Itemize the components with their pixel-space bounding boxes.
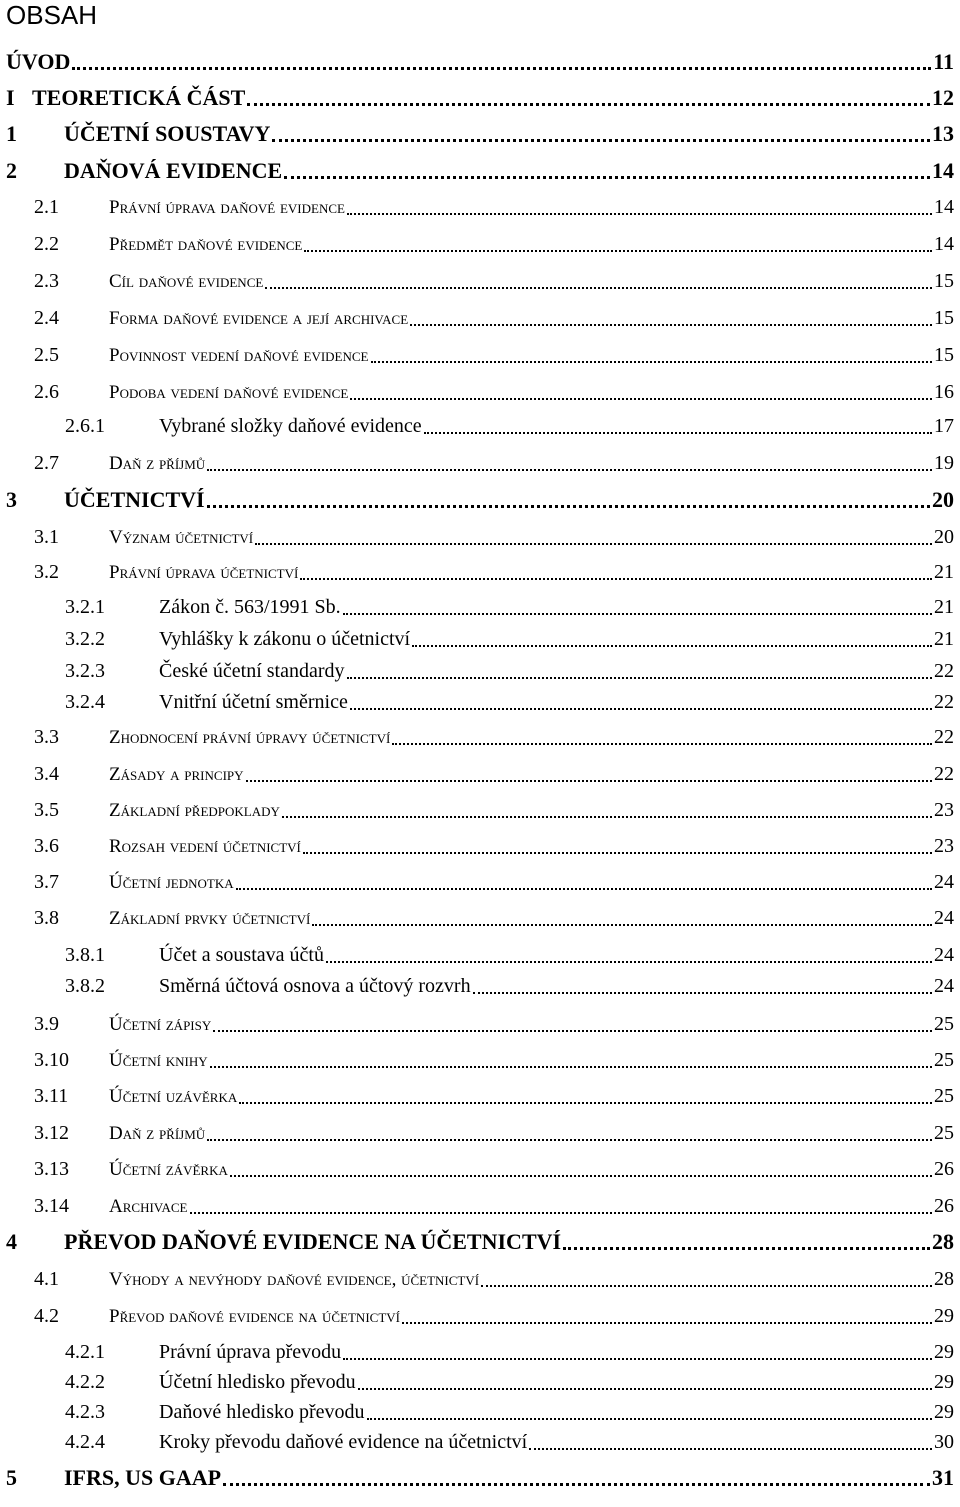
toc-entry-title: Rozsah vedení účetnictví [109, 836, 301, 857]
toc-entry-page-number: 23 [934, 799, 954, 821]
toc-entry-page-number: 11 [933, 49, 954, 74]
toc-entry-number: 3.8.1 [65, 944, 105, 966]
toc-entry-page-number: 25 [934, 1122, 954, 1144]
toc-entry-number: 3.3 [34, 726, 59, 748]
toc-entry-number: 3.5 [34, 799, 59, 821]
toc-entry[interactable] [34, 1045, 954, 1075]
page-title: OBSAH [6, 0, 98, 30]
toc-entry-number: 4.1 [34, 1268, 59, 1290]
toc-entry[interactable] [34, 557, 954, 587]
toc-entry-title: PŘEVOD DAŇOVÉ EVIDENCE NA ÚČETNICTVÍ [64, 1229, 562, 1254]
toc-entry-number: 3.7 [34, 871, 59, 893]
toc-entry-title: Základní předpoklady [109, 800, 280, 821]
toc-entry-title: DAŇOVÁ EVIDENCE [64, 158, 283, 183]
toc-entry-number: 3.14 [34, 1195, 69, 1217]
toc-dot-leader [300, 557, 932, 587]
toc-entry-page-number: 25 [934, 1013, 954, 1035]
toc-dot-leader [312, 903, 932, 933]
toc-entry-page-number: 22 [934, 726, 954, 748]
toc-entry[interactable] [65, 624, 954, 654]
toc-entry-page-number: 24 [934, 975, 954, 997]
toc-entry-title: Účetní jednotka [109, 872, 234, 893]
toc-entry-page-number: 24 [934, 944, 954, 966]
toc-entry[interactable] [34, 831, 954, 861]
toc-entry-page-number: 14 [934, 233, 954, 255]
toc-entry-number: 4.2.3 [65, 1401, 105, 1423]
toc-entry[interactable] [34, 759, 954, 789]
toc-entry-number: 2.7 [34, 452, 59, 474]
toc-entry-page-number: 29 [934, 1305, 954, 1327]
toc-entry-page-number: 16 [934, 381, 954, 403]
toc-entry-page-number: 15 [934, 307, 954, 329]
toc-dot-leader [223, 1463, 930, 1493]
toc-dot-leader [563, 1227, 930, 1257]
toc-entry-number: 3.2.1 [65, 596, 105, 618]
toc-entry-page-number: 22 [934, 763, 954, 785]
toc-entry-number: 3.10 [34, 1049, 69, 1071]
toc-entry-number: 4 [6, 1229, 17, 1254]
toc-dot-leader [246, 759, 932, 789]
toc-entry-page-number: 31 [932, 1465, 954, 1490]
toc-entry-title: České účetní standardy [159, 660, 345, 682]
toc-entry[interactable] [34, 903, 954, 933]
toc-entry-number: 2 [6, 158, 17, 183]
toc-entry-number: 3.2.2 [65, 628, 105, 650]
toc-dot-leader [343, 592, 932, 622]
toc-dot-leader [247, 83, 930, 113]
toc-entry-title: Účetní zápisy [109, 1014, 212, 1035]
toc-entry[interactable] [34, 1081, 954, 1111]
toc-entry-title: Účetní hledisko převodu [159, 1371, 356, 1393]
toc-dot-leader [326, 940, 932, 970]
toc-entry-title: Forma daňové evidence a její archivace [109, 308, 409, 329]
toc-entry-page-number: 21 [934, 561, 954, 583]
toc-entry-title: Výhody a nevýhody daňové evidence, účetnictví [109, 1269, 480, 1290]
toc-entry[interactable] [65, 1367, 954, 1397]
toc-entry-number: 2.5 [34, 344, 59, 366]
toc-dot-leader [230, 1154, 932, 1184]
toc-entry-number: 1 [6, 121, 17, 146]
toc-entry-title: Zákon č. 563/1991 Sb. [159, 596, 341, 618]
toc-entry-page-number: 28 [934, 1268, 954, 1290]
toc-entry-page-number: 20 [934, 526, 954, 548]
toc-entry[interactable] [65, 656, 954, 686]
toc-entry[interactable] [6, 119, 954, 149]
toc-entry[interactable] [65, 971, 954, 1001]
toc-entry-page-number: 14 [932, 158, 954, 183]
toc-dot-leader [481, 1264, 932, 1294]
toc-entry[interactable] [34, 1301, 954, 1331]
toc-entry[interactable] [34, 266, 954, 296]
toc-entry-number: 3.8.2 [65, 975, 105, 997]
toc-entry-title: Předmět daňové evidence [109, 234, 303, 255]
toc-entry-title: Právní úprava daňové evidence [109, 197, 345, 218]
toc-entry-page-number: 15 [934, 344, 954, 366]
toc-entry-number: 3.8 [34, 907, 59, 929]
toc-dot-leader [272, 119, 930, 149]
toc-entry-number: I [6, 85, 15, 110]
toc-entry-page-number: 29 [934, 1401, 954, 1423]
toc-entry-title: Zásady a principy [109, 764, 244, 785]
toc-entry-number: 3 [6, 487, 17, 512]
toc-entry-number: 3.12 [34, 1122, 69, 1144]
toc-entry[interactable] [34, 522, 954, 552]
toc-entry-title: TEORETICKÁ ČÁST [32, 85, 246, 110]
toc-entry-page-number: 28 [932, 1229, 954, 1254]
toc-entry-page-number: 20 [932, 487, 954, 512]
toc-dot-leader [239, 1081, 932, 1111]
toc-entry-number: 3.9 [34, 1013, 59, 1035]
toc-entry-number: 3.2.4 [65, 691, 105, 713]
toc-entry-page-number: 26 [934, 1195, 954, 1217]
toc-entry-page-number: 17 [934, 415, 954, 437]
toc-entry[interactable] [6, 47, 954, 77]
toc-entry-number: 3.1 [34, 526, 59, 548]
toc-dot-leader [72, 47, 931, 77]
toc-dot-leader [190, 1191, 933, 1221]
toc-entry-title: Základní prvky účetnictví [109, 908, 311, 929]
toc-entry-page-number: 14 [934, 196, 954, 218]
toc-entry[interactable] [34, 340, 954, 370]
toc-entry[interactable] [34, 377, 954, 407]
toc-dot-leader [265, 266, 932, 296]
toc-dot-leader [350, 687, 932, 717]
toc-entry[interactable] [6, 1463, 954, 1493]
toc-dot-leader [255, 522, 932, 552]
toc-entry[interactable] [34, 303, 954, 333]
toc-entry-number: 5 [6, 1465, 17, 1490]
toc-entry-title: Zhodnocení právní úpravy účetnictví [109, 727, 391, 748]
toc-entry-title: Účetní knihy [109, 1050, 208, 1071]
toc-entry[interactable] [65, 411, 954, 441]
toc-entry-title: IFRS, US GAAP [64, 1465, 222, 1490]
toc-entry-title: Vyhlášky k zákonu o účetnictví [159, 628, 411, 650]
toc-entry-page-number: 26 [934, 1158, 954, 1180]
toc-entry-title: Podoba vedení daňové evidence [109, 382, 349, 403]
toc-dot-leader [304, 229, 932, 259]
toc-dot-leader [347, 656, 933, 686]
toc-dot-leader [343, 1337, 932, 1367]
toc-entry[interactable] [34, 1264, 954, 1294]
toc-entry[interactable] [34, 1154, 954, 1184]
toc-entry[interactable] [34, 867, 954, 897]
toc-entry-number: 4.2.4 [65, 1431, 105, 1453]
toc-entry-page-number: 24 [934, 871, 954, 893]
toc-entry-page-number: 22 [934, 691, 954, 713]
toc-entry-page-number: 30 [934, 1431, 954, 1453]
toc-entry-title: Kroky převodu daňové evidence na účetnictví [159, 1431, 528, 1453]
toc-entry-number: 3.13 [34, 1158, 69, 1180]
toc-dot-leader [303, 831, 932, 861]
toc-entry-number: 2.2 [34, 233, 59, 255]
toc-entry-page-number: 24 [934, 907, 954, 929]
toc-entry[interactable] [6, 83, 954, 113]
toc-entry[interactable] [65, 592, 954, 622]
toc-entry-page-number: 29 [934, 1341, 954, 1363]
toc-entry-number: 3.6 [34, 835, 59, 857]
toc-entry[interactable] [34, 448, 954, 478]
toc-entry-page-number: 21 [934, 628, 954, 650]
toc-entry[interactable] [65, 687, 954, 717]
toc-entry[interactable] [6, 1227, 954, 1257]
toc-entry-page-number: 25 [934, 1049, 954, 1071]
toc-entry-title: Daň z příjmů [109, 1123, 206, 1144]
toc-dot-leader [284, 156, 930, 186]
toc-entry-page-number: 25 [934, 1085, 954, 1107]
toc-entry[interactable] [34, 795, 954, 825]
toc-dot-leader [412, 624, 932, 654]
toc-entry-number: 4.2.2 [65, 1371, 105, 1393]
toc-entry-title: Převod daňové evidence na účetnictví [109, 1306, 400, 1327]
toc-entry-number: 2.6.1 [65, 415, 105, 437]
toc-dot-leader [358, 1367, 932, 1397]
toc-dot-leader [473, 971, 932, 1001]
toc-entry-title: Právní úprava účetnictví [109, 562, 299, 583]
toc-entry-title: Účetní závěrka [109, 1159, 228, 1180]
toc-entry[interactable] [6, 156, 954, 186]
toc-entry-page-number: 29 [934, 1371, 954, 1393]
toc-entry-title: Cíl daňové evidence [109, 271, 264, 292]
toc-entry-number: 2.3 [34, 270, 59, 292]
toc-dot-leader [424, 411, 932, 441]
toc-dot-leader [371, 340, 932, 370]
toc-entry-number: 2.1 [34, 196, 59, 218]
toc-dot-leader [210, 1045, 932, 1075]
toc-entry-number: 3.4 [34, 763, 59, 785]
toc-dot-leader [347, 192, 932, 222]
toc-dot-leader [282, 795, 932, 825]
toc-dot-leader [207, 485, 930, 515]
toc-entry[interactable] [34, 1191, 954, 1221]
toc-dot-leader [392, 722, 932, 752]
toc-entry-number: 2.6 [34, 381, 59, 403]
toc-entry-title: ÚVOD [6, 49, 71, 74]
toc-entry[interactable] [34, 192, 954, 222]
toc-entry-title: Účetní uzávěrka [109, 1086, 238, 1107]
toc-entry-page-number: 15 [934, 270, 954, 292]
toc-entry-title: Daňové hledisko převodu [159, 1401, 365, 1423]
toc-entry[interactable] [34, 1009, 954, 1039]
toc-entry[interactable] [34, 1118, 954, 1148]
toc-dot-leader [350, 377, 932, 407]
toc-entry[interactable] [34, 722, 954, 752]
toc-entry-number: 3.11 [34, 1085, 69, 1107]
toc-entry-title: Účet a soustava účtů [159, 944, 324, 966]
toc-entry-number: 2.4 [34, 307, 59, 329]
toc-entry-number: 4.2.1 [65, 1341, 105, 1363]
toc-entry-number: 4.2 [34, 1305, 59, 1327]
toc-entry-page-number: 22 [934, 660, 954, 682]
toc-entry-page-number: 21 [934, 596, 954, 618]
toc-entry-page-number: 23 [934, 835, 954, 857]
toc-entry-title: Právní úprava převodu [159, 1341, 342, 1363]
toc-entry-number: 3.2 [34, 561, 59, 583]
toc-entry-title: Směrná účtová osnova a účtový rozvrh [159, 975, 471, 997]
toc-entry[interactable] [65, 1397, 954, 1427]
toc-dot-leader [402, 1301, 932, 1331]
toc-entry-title: Význam účetnictví [109, 527, 254, 548]
toc-dot-leader [410, 303, 932, 333]
toc-entry[interactable] [65, 1427, 954, 1457]
toc-entry-title: ÚČETNICTVÍ [64, 487, 205, 512]
toc-entry[interactable] [65, 1337, 954, 1367]
toc-dot-leader [367, 1397, 932, 1427]
toc-entry[interactable] [65, 940, 954, 970]
toc-dot-leader [236, 867, 932, 897]
toc-dot-leader [213, 1009, 932, 1039]
toc-entry-page-number: 13 [932, 121, 954, 146]
toc-entry-title: Daň z příjmů [109, 453, 206, 474]
toc-entry-title: Povinnost vedení daňové evidence [109, 345, 369, 366]
toc-entry-page-number: 12 [932, 85, 954, 110]
toc-entry[interactable] [34, 229, 954, 259]
toc-dot-leader [207, 1118, 932, 1148]
toc-entry-title: Archivace [109, 1196, 188, 1217]
toc-entry-title: ÚČETNÍ SOUSTAVY [64, 121, 271, 146]
toc-dot-leader [207, 448, 932, 478]
toc-dot-leader [529, 1427, 932, 1457]
toc-entry[interactable] [6, 485, 954, 515]
toc-entry-title: Vybrané složky daňové evidence [159, 415, 422, 437]
toc-entry-title: Vnitřní účetní směrnice [159, 691, 348, 713]
toc-entry-page-number: 19 [934, 452, 954, 474]
toc-entry-number: 3.2.3 [65, 660, 105, 682]
